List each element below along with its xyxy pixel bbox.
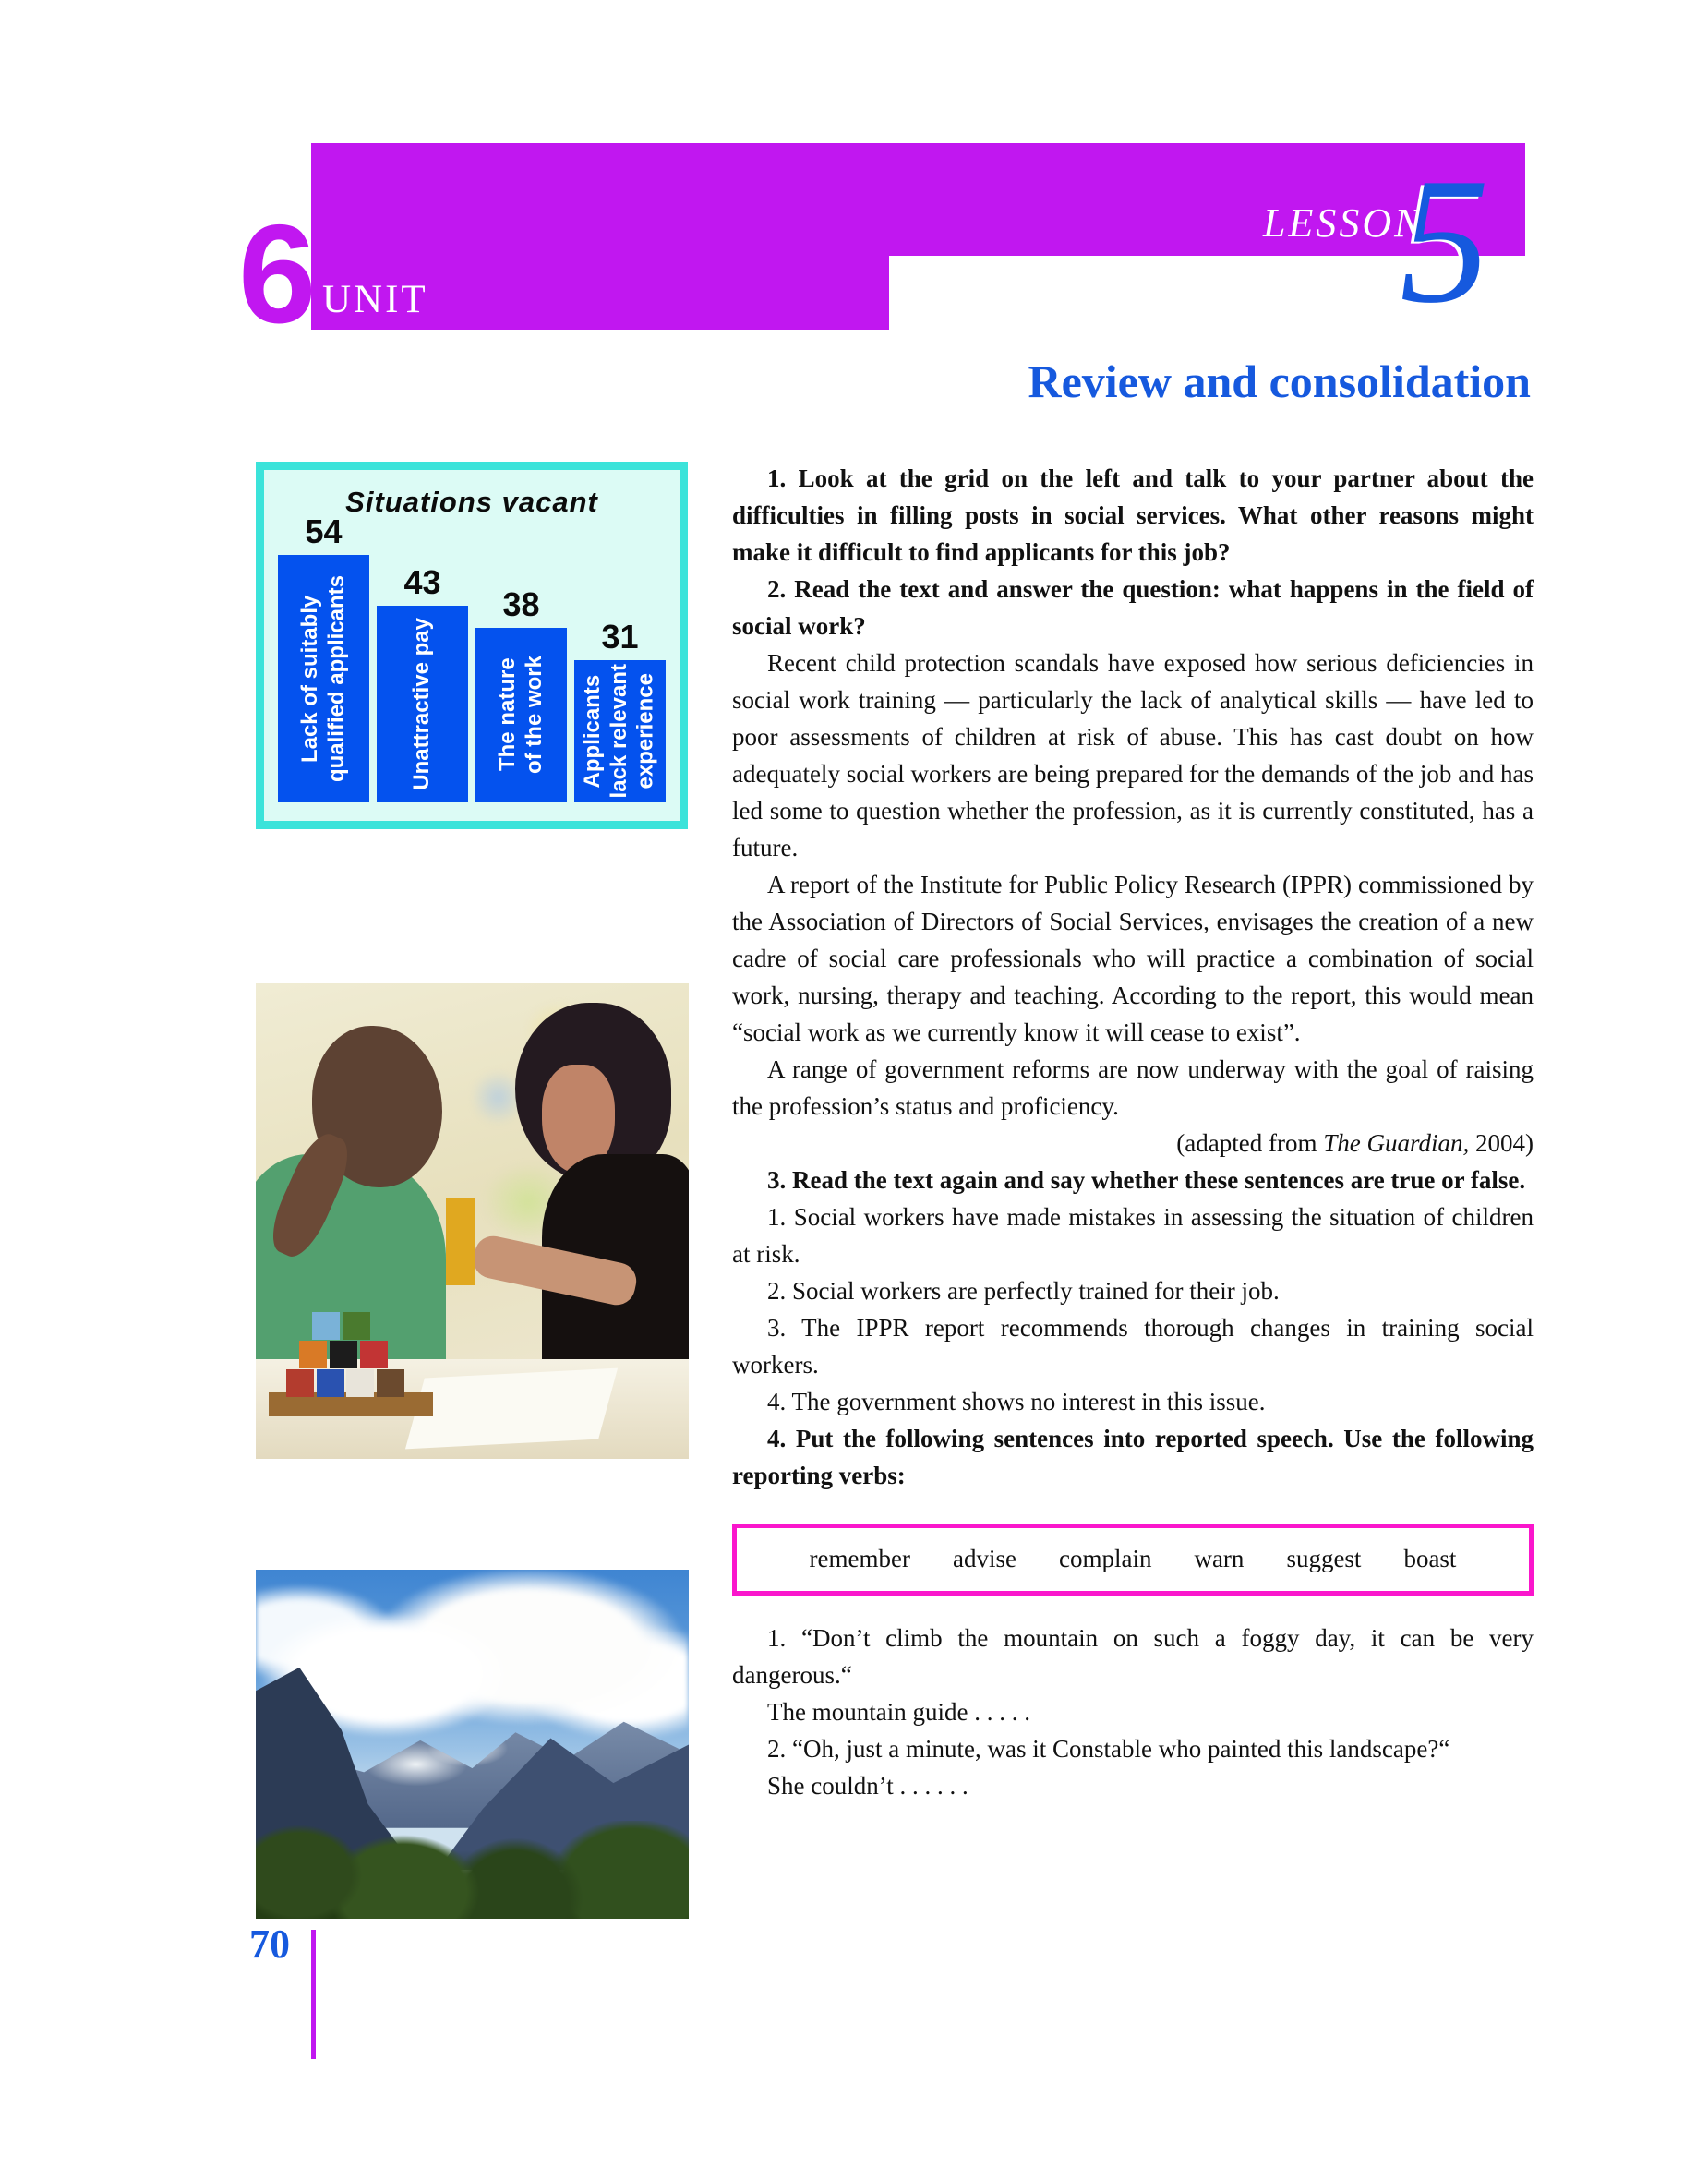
exercise2-paragraph: A report of the Institute for Public Policy Research (IPPR) commissioned by the Association of Directors of Social Services, envisages the creation of a new cadre of social care professionals who will practice a combination of social work, nursing, therapy and teaching. According to the report, this would mean “social work as we currently know it will cease to exist”. (732, 871, 1534, 1046)
lesson-number: 5 (1400, 141, 1490, 341)
unit-label: UNIT (322, 278, 428, 321)
chart-bar (475, 585, 567, 802)
photo-shape (377, 1369, 404, 1397)
source-attribution (732, 1125, 1534, 1162)
exercise3-item: 4. The government shows no interest in this issue. (767, 1388, 1266, 1415)
bar-label-wrap (574, 660, 666, 802)
exercise1-heading: 1. Look at the grid on the left and talk to your partner about the difficulties in filling posts in social services. What other reasons might make it difficult to find applicants for this job? (732, 464, 1534, 566)
attribution-source: The Guardian, (1323, 1129, 1470, 1157)
reporting-verb: remember (809, 1545, 910, 1572)
bar-label-wrap (278, 555, 369, 802)
reporting-verbs-box (732, 1524, 1534, 1596)
attribution-prefix: (adapted from (1176, 1129, 1324, 1157)
page-title: Review and consolidation (1028, 355, 1531, 407)
exercise4-item: She couldn’t . . . . . . (767, 1772, 968, 1800)
exercise4-heading: 4. Put the following sentences into reported speech. Use the following reporting verbs: (732, 1425, 1534, 1489)
exercise4-item: 2. “Oh, just a minute, was it Constable who painted this landscape?“ (767, 1735, 1450, 1763)
footer-rule (311, 1930, 316, 2059)
exercise3-item: 2. Social workers are perfectly trained for their job. (767, 1277, 1280, 1305)
mountain-photo (256, 1570, 689, 1919)
bar-value-label: 54 (305, 512, 343, 550)
photo-shape (317, 1369, 344, 1397)
bar-category-label: The nature of the work (494, 656, 547, 775)
exercise3-item: 1. Social workers have made mistakes in assessing the situation of children at risk. (732, 1203, 1534, 1268)
exercise3-heading: 3. Read the text again and say whether these sentences are true or false. (767, 1166, 1526, 1194)
chart-title: Situations vacant (345, 486, 598, 518)
chart-bar (377, 563, 468, 802)
page-number: 70 (249, 1921, 290, 1967)
attribution-suffix: 2004) (1469, 1129, 1534, 1157)
bar-value-label: 43 (403, 563, 441, 601)
exercise2-heading: 2. Read the text and answer the question: what happens in the field of social work? (732, 575, 1534, 640)
photo-shape (286, 1369, 314, 1397)
bar-category-label: Unattractive pay (409, 618, 435, 790)
chart-bar (278, 512, 369, 802)
exercise2-paragraph: Recent child protection scandals have exposed how serious deficiencies in social work training — particularly the lack of analytical skills — have led to poor assessments of children at risk of abuse. This has cast doubt on how adequately social workers are being prepared for the demands of the job and has led some to question whether the profession, as it is currently constituted, has a future. (732, 649, 1534, 861)
photo-shape (312, 1312, 340, 1340)
photo-shape (330, 1341, 357, 1368)
photo-shape (299, 1341, 327, 1368)
reporting-verb: warn (1194, 1545, 1245, 1572)
bar-category-label: Lack of suitably qualified applicants (296, 574, 349, 783)
reporting-verb: advise (952, 1545, 1016, 1572)
situations-vacant-chart (256, 462, 688, 829)
bar-category-label: Applicants lack relevant experience (580, 664, 658, 799)
chart-bars (278, 512, 666, 802)
unit-number: 6 (238, 196, 317, 353)
photo-shape (446, 1198, 475, 1285)
exercise4-item: 1. “Don’t climb the mountain on such a foggy day, it can be very dangerous.“ (732, 1624, 1534, 1689)
lesson-label: LESSON (1263, 200, 1425, 246)
bar-value-label: 38 (502, 585, 540, 623)
bar-label-wrap (475, 628, 567, 802)
photo-shape (404, 1368, 618, 1450)
classroom-photo (256, 983, 689, 1459)
photo-shape (343, 1312, 370, 1340)
photo-shape (256, 1821, 689, 1919)
bar-label-wrap (377, 606, 468, 802)
reporting-verb: boast (1403, 1545, 1457, 1572)
reporting-verb: suggest (1286, 1545, 1362, 1572)
exercise3-item: 3. The IPPR report recommends thorough changes in training social workers. (732, 1314, 1534, 1379)
bar-value-label: 31 (601, 618, 639, 656)
photo-shape (360, 1341, 388, 1368)
exercise4-item: The mountain guide . . . . . (767, 1698, 1030, 1726)
photo-shape (346, 1369, 374, 1397)
exercise2-paragraph: A range of government reforms are now underway with the goal of raising the profession’s status and proficiency. (732, 1055, 1534, 1120)
text-column (732, 460, 1534, 1804)
reporting-verb: complain (1058, 1545, 1152, 1572)
chart-bar (574, 618, 666, 802)
